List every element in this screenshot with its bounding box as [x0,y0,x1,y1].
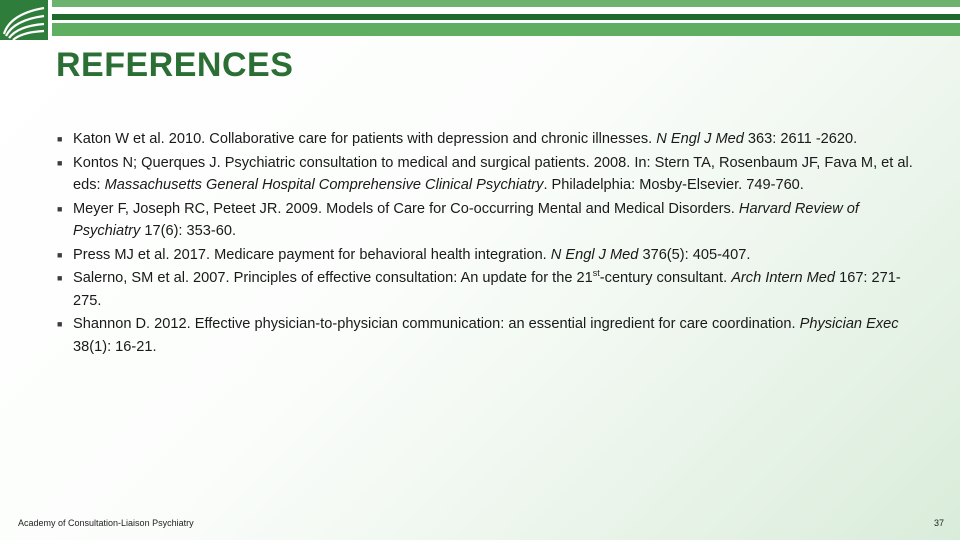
reference-citation: 363: 2611 -2620. [743,131,858,147]
academy-logo-icon [0,0,48,40]
reference-text: Press MJ et al. 2017. Medicare payment for behavioral health integration. [73,246,551,263]
reference-item [56,313,916,358]
reference-journal: Massachusetts General Hospital Comprehensive Clinical Psychiatry [104,177,544,193]
reference-item [56,152,916,197]
square-bullet-icon: ■ [57,203,63,214]
reference-list [56,128,916,359]
header-stripe-light [52,0,960,7]
reference-citation: 38(1): 16-21. [73,338,157,355]
reference-text: Kontos N; Querques J. Psychiatric consultation to medical and surgical patients. 2008. In: Stern TA, Rosenbaum JF, Fava M, et al. eds: [73,154,913,193]
reference-citation: . Philadelphia: Mosby-Elsevier. 749-760. [543,177,804,193]
reference-item [56,244,916,267]
reference-citation: 167: 271-275. [73,270,901,309]
reference-item [56,267,916,312]
square-bullet-icon: ■ [57,134,63,144]
reference-citation: 17(6): 353-60. [140,223,237,239]
ordinal-suffix: st [592,268,600,279]
reference-text: Salerno, SM et al. 2007. Principles of effective consultation: An update for the 21 [73,270,593,286]
header-stripe-bar [52,0,960,36]
page-title: REFERENCES [56,46,294,84]
reference-journal: Harvard Review of Psychiatry [73,200,859,239]
header-stripe-dark [52,14,960,20]
footer-organization: Academy of Consultation-Liaison Psychiatry [18,518,194,528]
header-stripe-base [52,23,960,36]
square-bullet-icon: ■ [57,157,63,168]
slide-number: 37 [933,518,944,528]
square-bullet-icon: ■ [57,249,63,260]
reference-text: Katon W et al. 2010. Collaborative care for patients with depression and chronic illnesses. [73,131,657,147]
reference-citation: 376(5): 405-407. [638,246,751,263]
square-bullet-icon: ■ [57,273,63,283]
reference-journal: N Engl J Med [550,246,639,263]
reference-text: Meyer F, Joseph RC, Peteet JR. 2009. Models of Care for Co-occurring Mental and Medical Disorders. [73,200,739,217]
reference-journal: Physician Exec [799,316,899,332]
square-bullet-icon: ■ [57,319,63,329]
reference-text: Shannon D. 2012. Effective physician-to-physician communication: an essential ingredient for care coordination. [73,316,800,332]
reference-item [56,128,916,151]
reference-journal: N Engl J Med [656,131,744,147]
reference-text-continued: -century consultant. [599,270,732,286]
reference-journal: Arch Intern Med [731,270,836,286]
reference-item [56,198,916,243]
